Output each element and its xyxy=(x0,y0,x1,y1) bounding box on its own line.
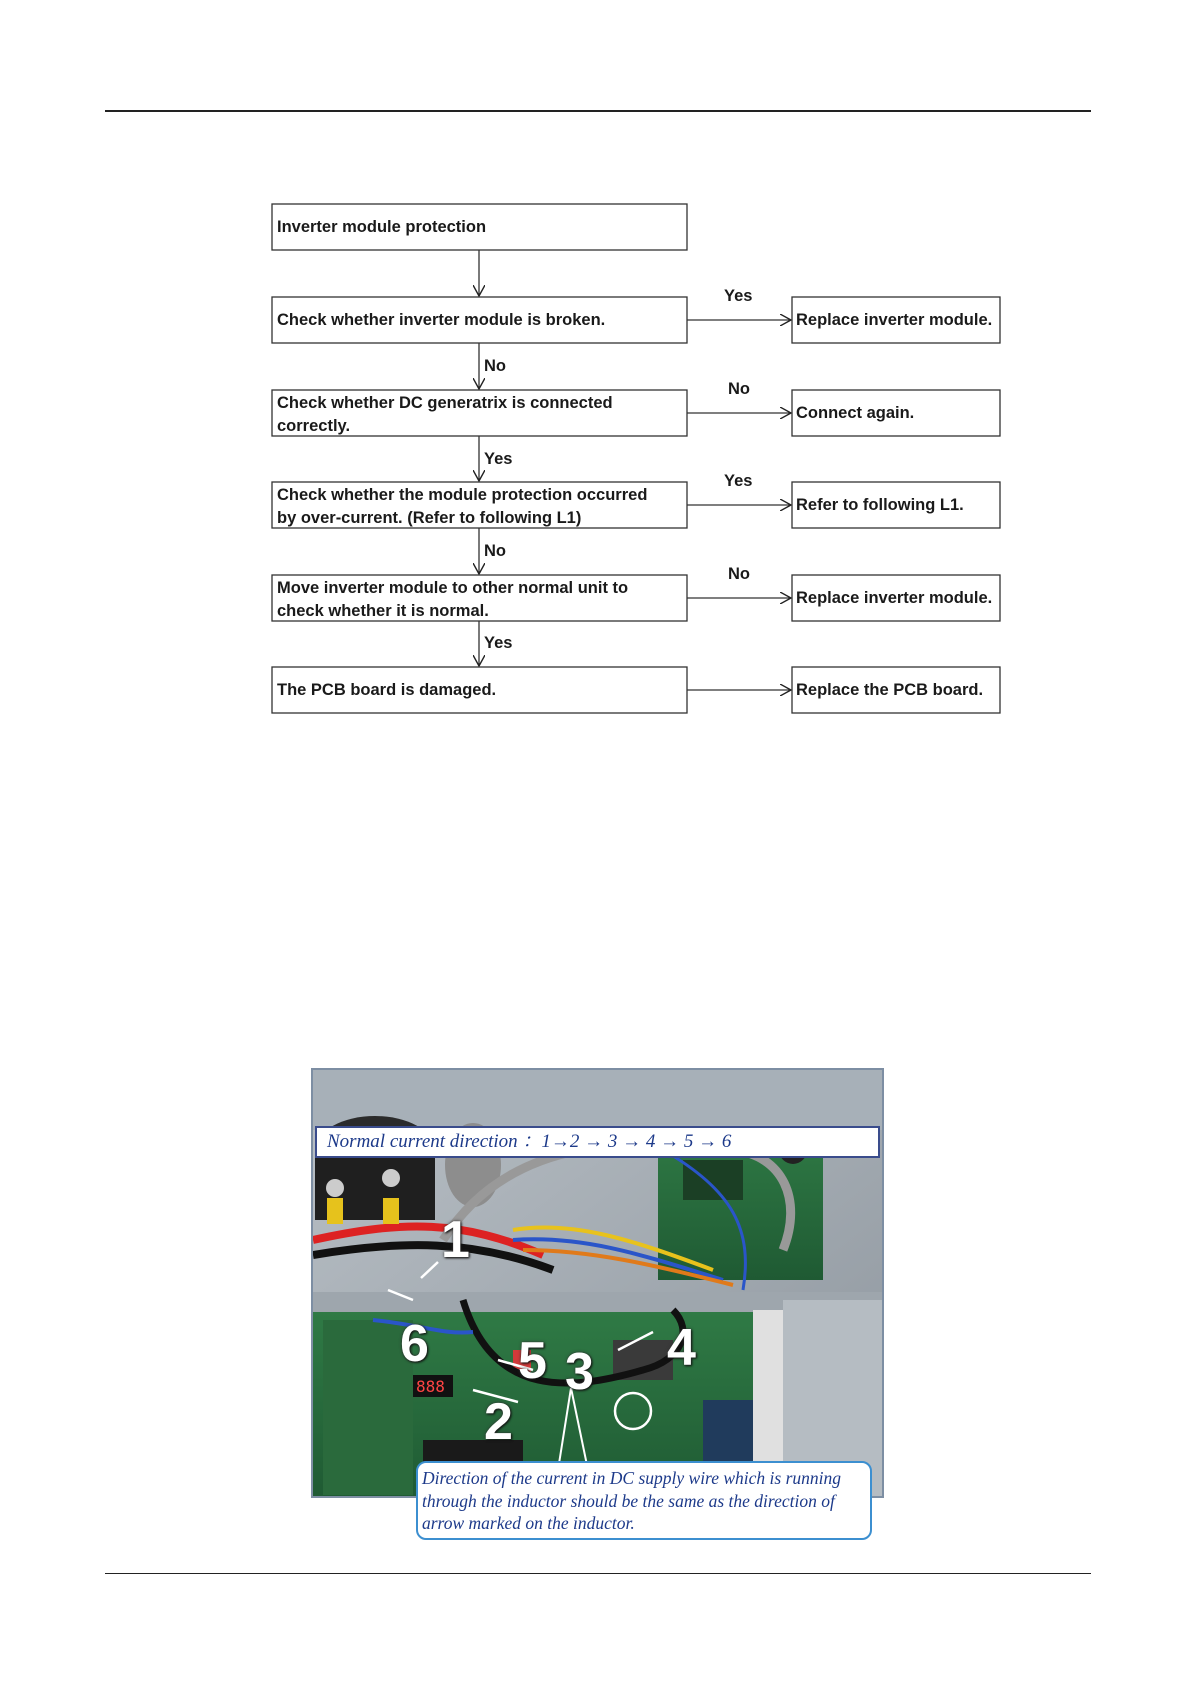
action-text-2: Connect again. xyxy=(796,404,915,422)
normal-current-caption: Normal current direction ：1→2 → 3 → 4 → 5 → 6 xyxy=(315,1126,880,1158)
check-text-3b: by over-current. (Refer to following L1) xyxy=(277,509,582,527)
side-label-4: No xyxy=(728,565,750,583)
action-text-5: Replace the PCB board. xyxy=(796,681,984,699)
photo-label-3: 3 xyxy=(565,1343,594,1401)
inductor-direction-note: Direction of the current in DC supply wire which is running through the inductor should be the same as the direction of arrow marked on the inductor. xyxy=(416,1461,872,1540)
seven-segment-display: 888 xyxy=(416,1377,445,1396)
side-label-1: Yes xyxy=(724,287,753,305)
photo-label-6: 6 xyxy=(400,1315,429,1373)
action-text-4: Replace inverter module. xyxy=(796,589,993,607)
photo-label-2: 2 xyxy=(484,1393,513,1451)
down-label-3: No xyxy=(484,542,506,560)
side-label-2: No xyxy=(728,380,750,398)
check-text-5: The PCB board is damaged. xyxy=(277,681,497,699)
start-text: Inverter module protection xyxy=(277,218,487,236)
action-text-3: Refer to following L1. xyxy=(796,496,964,514)
footer-rule xyxy=(105,1573,1091,1574)
side-label-3: Yes xyxy=(724,472,753,490)
down-label-4: Yes xyxy=(484,634,513,652)
action-text-1: Replace inverter module. xyxy=(796,311,993,329)
check-text-3a: Check whether the module protection occurred xyxy=(277,486,648,504)
down-label-2: Yes xyxy=(484,450,513,468)
check-text-2b: correctly. xyxy=(277,417,351,435)
check-text-1: Check whether inverter module is broken. xyxy=(277,311,606,329)
photo-label-1: 1 xyxy=(441,1211,470,1269)
photo-label-4: 4 xyxy=(667,1319,696,1377)
flowchart xyxy=(0,0,1191,740)
down-label-1: No xyxy=(484,357,506,375)
check-text-4b: check whether it is normal. xyxy=(277,602,489,620)
check-text-2a: Check whether DC generatrix is connected xyxy=(277,394,613,412)
photo-label-5: 5 xyxy=(518,1332,547,1390)
check-text-4a: Move inverter module to other normal unit to xyxy=(277,579,629,597)
